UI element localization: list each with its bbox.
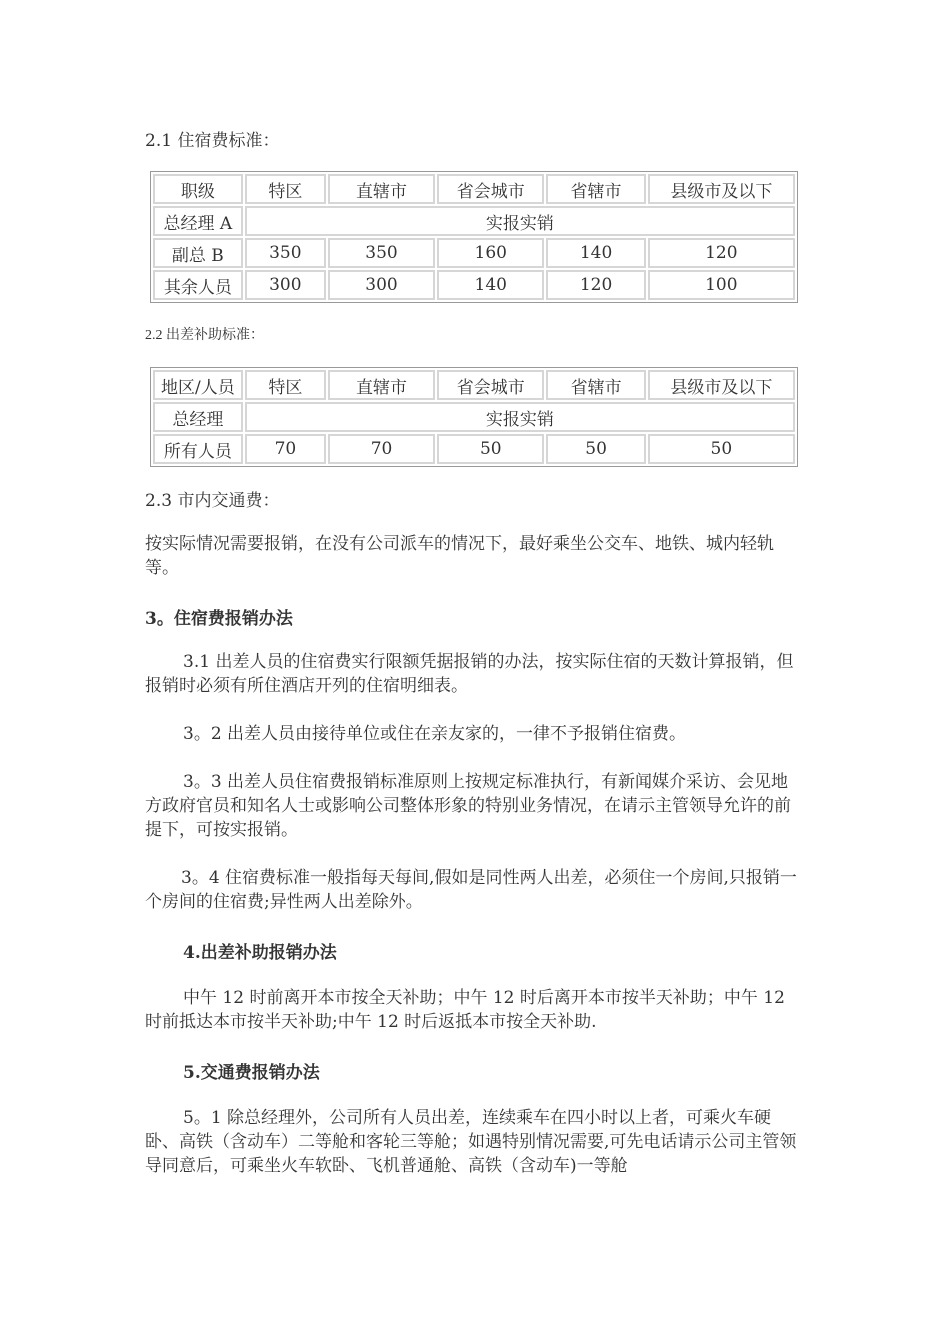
header-cell: 直辖市 xyxy=(328,370,435,400)
table-cell: 100 xyxy=(648,270,795,300)
para-5-1: 5。1 除总经理外，公司所有人员出差，连续乘车在四小时以上者，可乘火车硬卧、高铁（含动车）二等舱和客轮三等舱；如遇特别情况需要,可先电话请示公司主管领导同意后，可乘坐火车软卧、飞机普通舱、高铁（含动车)一等舱 xyxy=(145,1108,797,1176)
table-cell: 140 xyxy=(546,238,645,268)
header-cell: 地区/人员 xyxy=(153,370,243,400)
row-label: 副总 B xyxy=(153,238,243,268)
section-5-title: 5.交通费报销办法 xyxy=(183,1063,320,1083)
table-cell: 350 xyxy=(245,238,326,268)
lodging-standard-table xyxy=(150,171,798,303)
header-cell: 省辖市 xyxy=(546,370,645,400)
table-cell: 50 xyxy=(546,434,645,464)
table-row xyxy=(153,402,795,432)
row-label: 总经理 A xyxy=(153,206,243,236)
header-cell: 特区 xyxy=(245,370,326,400)
table-cell: 300 xyxy=(245,270,326,300)
row-label: 所有人员 xyxy=(153,434,243,464)
section-2-3-text: 按实际情况需要报销，在没有公司派车的情况下，最好乘坐公交车、地铁、城内轻轨等。 xyxy=(145,534,774,578)
table-cell: 120 xyxy=(648,238,795,268)
table-row xyxy=(153,206,795,236)
table-header-row xyxy=(153,174,795,204)
header-cell: 省会城市 xyxy=(437,370,544,400)
table-row xyxy=(153,434,795,464)
header-cell: 县级市及以下 xyxy=(648,174,795,204)
row-label: 其余人员 xyxy=(153,270,243,300)
header-cell: 特区 xyxy=(245,174,326,204)
para-3-4: 3。4 住宿费标准一般指每天每间,假如是同性两人出差，必须住一个房间,只报销一个房间的住宿费;异性两人出差除外。 xyxy=(145,868,797,912)
travel-allowance-table xyxy=(150,367,798,467)
header-cell: 职级 xyxy=(153,174,243,204)
table-cell: 160 xyxy=(437,238,544,268)
table-cell: 300 xyxy=(328,270,435,300)
section-3-title: 3。住宿费报销办法 xyxy=(145,609,293,629)
section-4-title: 4.出差补助报销办法 xyxy=(183,943,337,963)
table-cell: 70 xyxy=(245,434,326,464)
header-cell: 省会城市 xyxy=(437,174,544,204)
table-cell: 140 xyxy=(437,270,544,300)
table-cell: 70 xyxy=(328,434,435,464)
para-3-1: 3.1 出差人员的住宿费实行限额凭据报销的办法，按实际住宿的天数计算报销，但报销时必须有所住酒店开列的住宿明细表。 xyxy=(145,652,794,696)
para-3-2: 3。2 出差人员由接待单位或住在亲友家的，一律不予报销住宿费。 xyxy=(183,724,687,744)
table-row xyxy=(153,238,795,268)
table-row xyxy=(153,270,795,300)
header-cell: 县级市及以下 xyxy=(648,370,795,400)
header-cell: 省辖市 xyxy=(546,174,645,204)
header-cell: 直辖市 xyxy=(328,174,435,204)
table-cell: 120 xyxy=(546,270,645,300)
row-label: 总经理 xyxy=(153,402,243,432)
section-2-1-title: 2.1 住宿费标准： xyxy=(145,131,280,151)
section-2-2-title: 2.2 出差补助标准： xyxy=(145,328,264,343)
table-cell: 50 xyxy=(437,434,544,464)
para-3-3: 3。3 出差人员住宿费报销标准原则上按规定标准执行，有新闻媒介采访、会见地方政府官员和知名人士或影响公司整体形象的特别业务情况，在请示主管领导允许的前提下，可按实报销。 xyxy=(145,772,791,840)
para-4-1: 中午 12 时前离开本市按全天补助；中午 12 时后离开本市按半天补助；中午 12 时前抵达本市按半天补助;中午 12 时后返抵本市按全天补助. xyxy=(145,988,785,1032)
table-cell: 350 xyxy=(328,238,435,268)
section-2-3-title: 2.3 市内交通费： xyxy=(145,491,280,511)
table-header-row xyxy=(153,370,795,400)
merged-cell: 实报实销 xyxy=(245,402,795,432)
table-cell: 50 xyxy=(648,434,795,464)
merged-cell: 实报实销 xyxy=(245,206,795,236)
